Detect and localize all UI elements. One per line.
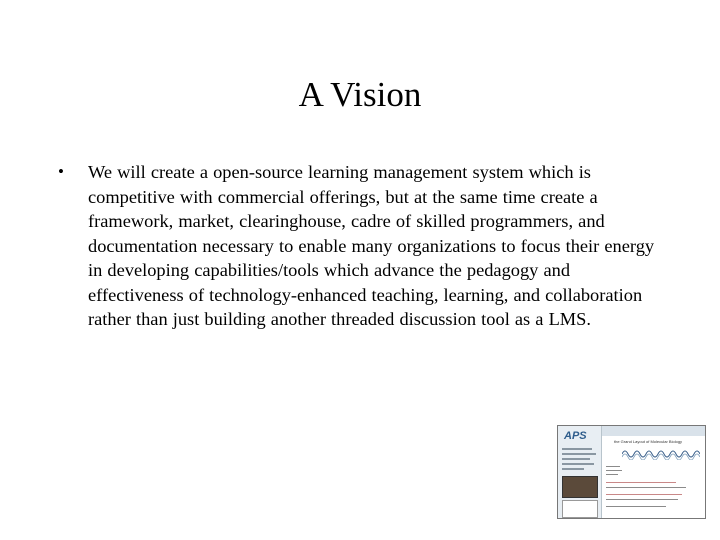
sidebar-text-line [562,463,594,465]
thumbnail-text-line [606,470,622,471]
thumbnail-photo [562,476,598,498]
web-page-thumbnail [557,425,706,519]
sidebar-text-line [562,468,584,470]
sidebar-text-line [562,453,596,455]
thumbnail-text-line [606,494,682,495]
slide-title: A Vision [298,75,422,114]
sidebar-text-line [562,448,592,450]
sidebar-text-line [562,458,590,460]
thumbnail-text-line [606,487,686,488]
bullet-marker: • [58,162,64,181]
photo-caption-box [562,500,598,518]
thumbnail-sidebar [558,426,602,518]
thumbnail-text-line [606,482,676,483]
aps-logo: APS [564,430,587,442]
bullet-item [58,160,668,332]
thumbnail-text-line [606,506,666,507]
waveform-graphic [622,448,700,460]
slide-body [58,160,668,332]
thumbnail-text-line [606,474,618,475]
bullet-text: We will create a open-source learning management system which is competitive with commercial offerings, but at the same time create a framework, market, clearinghouse, cadre of skilled programmers, and documentation necessary to enable many organizations to focus their energy in developing capabilities/tools which advance the pedagogy and effectiveness of technology-enhanced teaching, learning, and collaboration rather than just building another threaded discussion tool as a LMS. [88,162,655,329]
thumbnail-text-line [606,499,678,500]
thumbnail-text-line [606,466,620,467]
thumbnail-heading: the Grand Layout of Molecular Biology [614,439,683,444]
thumbnail-header-bar [602,426,705,436]
